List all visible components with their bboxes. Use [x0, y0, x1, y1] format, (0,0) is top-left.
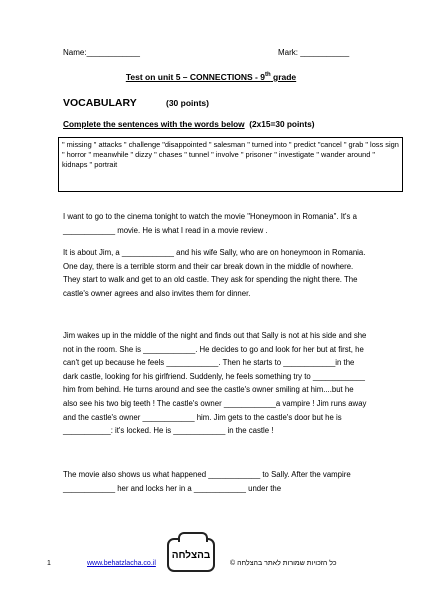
test-title-end: grade [270, 72, 297, 82]
instruction-text: Complete the sentences with the words below [63, 119, 245, 129]
paragraph-4: The movie also shows us what happened ____________ to Sally. After the vampire ____________ her and locks her in a ____________ under the [63, 470, 351, 493]
test-title [0, 72, 422, 82]
instruction-points: (2x15=30 points) [249, 119, 315, 129]
name-field-label: Name:____________ [63, 48, 140, 57]
paragraph-3: Jim wakes up in the middle of the night and finds out that Sally is not at his side and she not in the room. She is ____________. He decides to go and look for her but at first, he can't get up because he feels ____________. Then he starts to ____________in the dark castle, looking for his girlfriend. Suddenly, he feels something try to ____________ him from behind. He turns around and see the castle's owner smiling at him....but he also see his two big teeth ! The castle's owner ____________a vampire ! Jim runs away and the castle's owner ____________ him. Jim gets to the castle's door but he is ___________: it's locked. He is ____________ in the castle ! [63, 331, 367, 436]
test-title-main: Test on unit 5 – CONNECTIONS - 9 [125, 72, 265, 82]
copyright-notice: כל הזכויות שמורות לאתר בהצלחה © [230, 560, 337, 567]
instruction [63, 119, 315, 129]
mark-field-label: Mark: ___________ [278, 48, 350, 57]
behatzlacha-logo [167, 538, 215, 572]
section-heading: VOCABULARY [63, 97, 137, 109]
word-bank: " missing " attacks " challenge "disappointed " salesman " turned into " predict "cancel " grab " loss sign " horror " meanwhile " dizzy " chases " tunnel " involve " prisoner " investigate " wander around " kidnaps " portrait [58, 137, 403, 192]
logo-text: בהצלחה [171, 549, 211, 561]
section-points: (30 points) [166, 98, 209, 108]
page-number: 1 [47, 560, 51, 567]
website-link[interactable]: www.behatzlacha.co.il [87, 560, 156, 567]
paragraph-2: It is about Jim, a ____________ and his wife Sally, who are on honeymoon in Romania. One day, there is a terrible storm and their car break down in the middle of nowhere. They start to walk and get to an old castle. They ask for spending the night there. The castle's owner agrees and also invites them for dinner. [63, 248, 366, 298]
test-title-sup: th [264, 72, 271, 79]
paragraph-1: I want to go to the cinema tonight to watch the movie "Honeymoon in Romania". It's a ____________ movie. He is what I read in a movie review . [63, 212, 357, 235]
